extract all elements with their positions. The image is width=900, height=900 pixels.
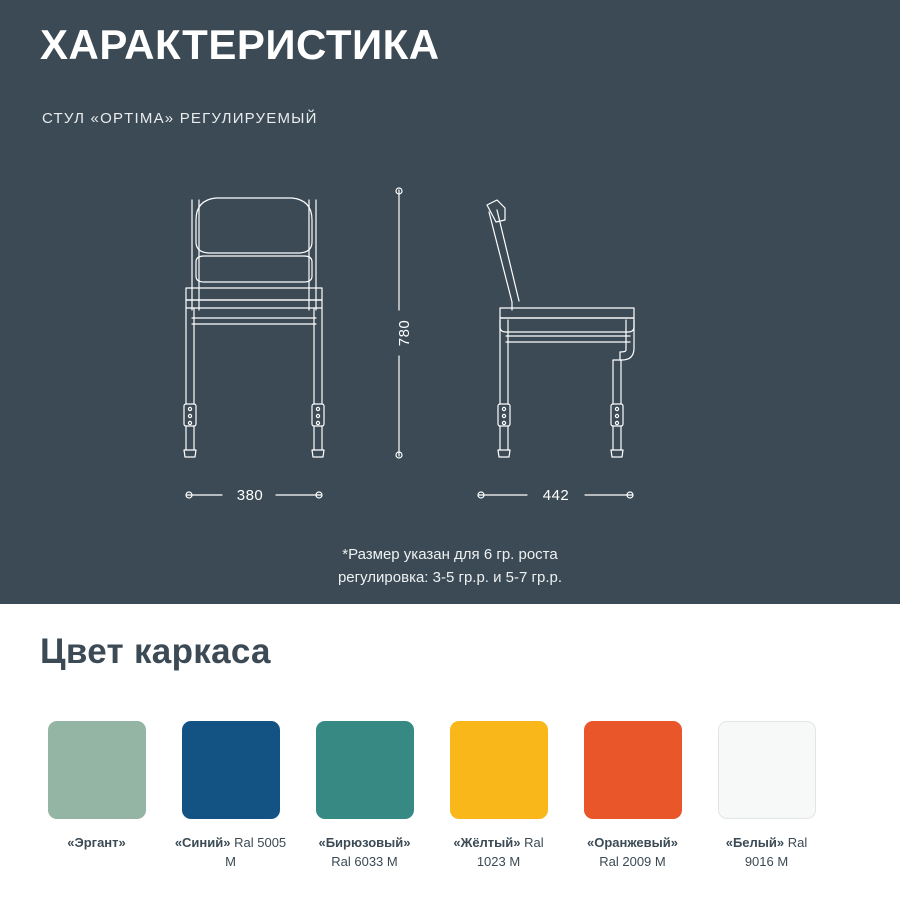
color-chip[interactable] [316,721,414,819]
chair-technical-drawing [0,160,900,520]
color-chip[interactable] [48,721,146,819]
color-caption [67,834,126,853]
color-caption [576,834,689,872]
color-code: Ral 9016 M [744,835,808,869]
color-caption [174,834,287,872]
color-swatch-ergant[interactable] [40,721,153,872]
color-swatch-turquoise[interactable] [308,721,421,872]
color-name: «Белый» [725,835,785,850]
color-chip[interactable] [450,721,548,819]
dimension-depth-label: 442 [542,487,570,504]
color-caption [442,834,555,872]
color-name: «Жёлтый» [453,835,521,850]
color-swatch-list [40,721,860,872]
color-chip[interactable] [718,721,816,819]
dimension-width-label: 380 [236,487,264,504]
frame-color-panel [0,604,900,900]
product-subtitle: СТУЛ «OPTIMA» РЕГУЛИРУЕМЫЙ [42,110,318,127]
color-name: «Эргант» [67,835,126,850]
color-swatch-white[interactable] [710,721,823,872]
color-name: «Оранжевый» [587,835,678,850]
frame-color-title: Цвет каркаса [40,632,271,671]
color-code: Ral 5005 M [225,835,287,869]
color-caption [308,834,421,872]
color-chip[interactable] [584,721,682,819]
color-caption [710,834,823,872]
color-swatch-orange[interactable] [576,721,689,872]
page-title: ХАРАКТЕРИСТИКА [40,21,440,68]
color-swatch-blue[interactable] [174,721,287,872]
size-note-line-1: *Размер указан для 6 гр. роста [342,546,558,563]
color-name: «Бирюзовый» [318,835,411,850]
color-swatch-yellow[interactable] [442,721,555,872]
size-note-line-2: регулировка: 3-5 гр.р. и 5-7 гр.р. [337,569,563,587]
color-code: Ral 1023 M [476,835,544,869]
color-code: Ral 6033 M [331,853,398,869]
size-note [0,543,900,590]
color-code: Ral 2009 M [599,853,666,869]
color-name: «Синий» [174,835,231,850]
dimension-height-label: 780 [395,319,413,347]
color-chip[interactable] [182,721,280,819]
